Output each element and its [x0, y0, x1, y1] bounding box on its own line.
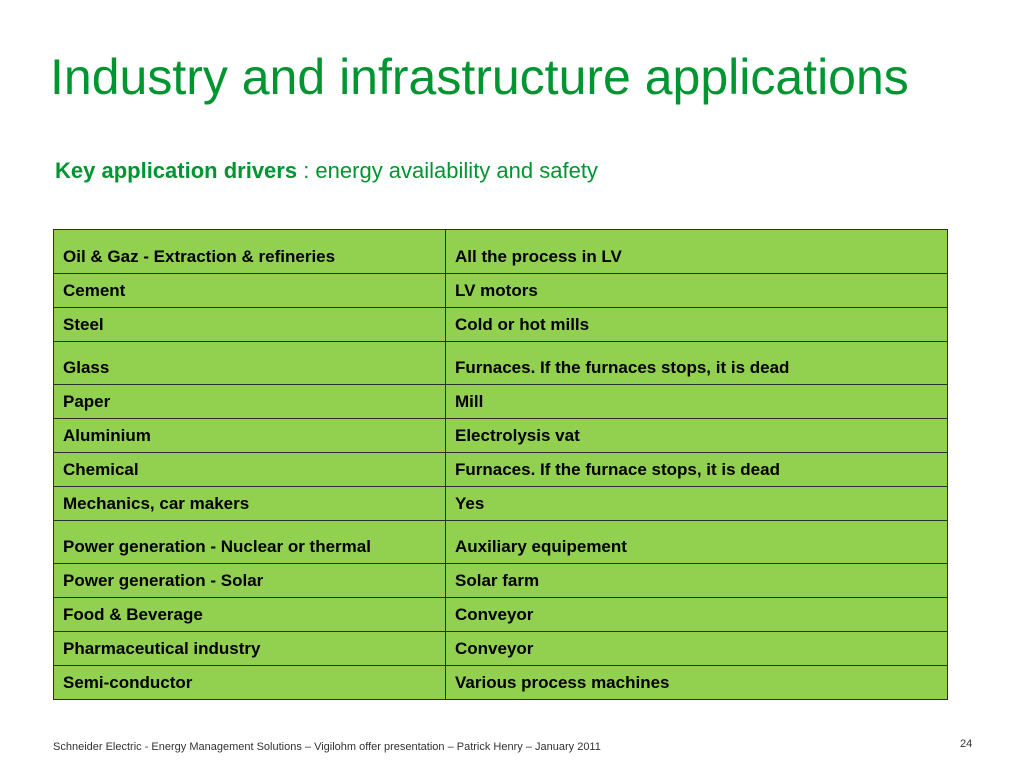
- industry-cell: Steel: [54, 308, 446, 342]
- slide-title: Industry and infrastructure applications: [50, 49, 909, 105]
- table-row: [54, 342, 948, 385]
- application-cell: Yes: [446, 487, 948, 521]
- application-cell: Furnaces. If the furnaces stops, it is dead: [446, 342, 948, 385]
- table-row: [54, 419, 948, 453]
- industry-cell: Oil & Gaz - Extraction & refineries: [54, 230, 446, 274]
- table-row: [54, 487, 948, 521]
- industry-cell: Semi-conductor: [54, 666, 446, 700]
- industry-cell: Mechanics, car makers: [54, 487, 446, 521]
- table-row: [54, 230, 948, 274]
- table-row: [54, 453, 948, 487]
- application-cell: All the process in LV: [446, 230, 948, 274]
- table-row: [54, 564, 948, 598]
- applications-table: [53, 229, 948, 700]
- industry-cell: Pharmaceutical industry: [54, 632, 446, 666]
- industry-cell: Paper: [54, 385, 446, 419]
- application-cell: Electrolysis vat: [446, 419, 948, 453]
- application-cell: Auxiliary equipement: [446, 521, 948, 564]
- industry-cell: Aluminium: [54, 419, 446, 453]
- table-row: [54, 521, 948, 564]
- industry-cell: Glass: [54, 342, 446, 385]
- key-drivers-label: Key application drivers: [55, 158, 298, 183]
- table-row: [54, 598, 948, 632]
- application-cell: Conveyor: [446, 632, 948, 666]
- industry-cell: Cement: [54, 274, 446, 308]
- application-cell: Furnaces. If the furnace stops, it is dead: [446, 453, 948, 487]
- application-cell: LV motors: [446, 274, 948, 308]
- application-cell: Various process machines: [446, 666, 948, 700]
- key-drivers-subtitle: [55, 158, 598, 184]
- key-drivers-text: : energy availability and safety: [297, 158, 598, 183]
- application-cell: Cold or hot mills: [446, 308, 948, 342]
- applications-table-body: [54, 230, 948, 700]
- industry-cell: Power generation - Nuclear or thermal: [54, 521, 446, 564]
- industry-cell: Food & Beverage: [54, 598, 446, 632]
- application-cell: Mill: [446, 385, 948, 419]
- industry-cell: Power generation - Solar: [54, 564, 446, 598]
- application-cell: Solar farm: [446, 564, 948, 598]
- table-row: [54, 666, 948, 700]
- table-row: [54, 274, 948, 308]
- industry-cell: Chemical: [54, 453, 446, 487]
- application-cell: Conveyor: [446, 598, 948, 632]
- table-row: [54, 632, 948, 666]
- footer-text: Schneider Electric - Energy Management Solutions – Vigilohm offer presentation – Patrick Henry – January 2011: [53, 741, 601, 753]
- table-row: [54, 385, 948, 419]
- table-row: [54, 308, 948, 342]
- page-number: 24: [960, 738, 973, 750]
